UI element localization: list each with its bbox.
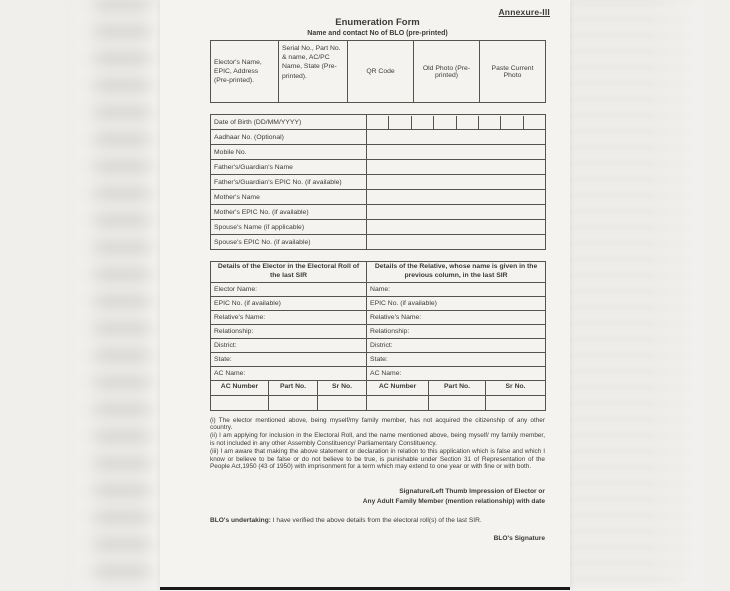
annexure-label: Annexure-III	[498, 7, 550, 17]
subheader-sr-no: Sr No.	[486, 380, 546, 395]
value-part-no	[269, 395, 318, 410]
value-spouse-name	[367, 220, 546, 235]
sir-right-relative: Relative's Name:	[367, 310, 546, 324]
table-row	[211, 338, 546, 352]
background-blur-left	[78, 0, 164, 591]
value-mobile	[367, 145, 546, 160]
sir-right-epic: EPIC No. (if available)	[367, 296, 546, 310]
dob-digit-box	[478, 116, 500, 129]
table-row	[211, 235, 546, 250]
value-father-epic	[367, 175, 546, 190]
form-content	[210, 0, 545, 542]
table-row	[211, 190, 546, 205]
blo-undertaking	[210, 517, 545, 524]
label-spouse-epic: Spouse's EPIC No. (if available)	[211, 235, 367, 250]
date-of-birth-boxes	[367, 115, 546, 130]
declaration-item-2: (ii) I am applying for inclusion in the Electoral Roll, and the name mentioned above, being myself/ my family member, is not included in any other Assembly Constituency/ Parliamentary Constituency.	[210, 432, 545, 448]
background-blur-right	[566, 0, 706, 591]
subheader-ac-number: AC Number	[211, 380, 269, 395]
dob-digit-box	[388, 116, 410, 129]
sir-left-relationship: Relationship:	[211, 324, 367, 338]
sir-right-relationship: Relationship:	[367, 324, 546, 338]
sir-right-ac-name: AC Name:	[367, 366, 546, 380]
blo-undertaking-text: I have verified the above details from the electoral roll(s) of the last SIR.	[272, 517, 482, 525]
value-spouse-epic	[367, 235, 546, 250]
elector-signature-block	[210, 487, 545, 507]
personal-details-table	[210, 114, 546, 250]
dob-digit-box	[523, 116, 545, 129]
elector-signature-line1: Signature/Left Thumb Impression of Elector or	[399, 488, 545, 496]
value-ac-number	[211, 395, 269, 410]
blo-undertaking-label: BLO's undertaking:	[210, 517, 271, 525]
dob-digit-box	[411, 116, 433, 129]
sir-left-district: District:	[211, 338, 367, 352]
table-row	[211, 380, 546, 395]
value-ac-number	[367, 395, 429, 410]
sir-left-elector-name: Elector Name:	[211, 282, 367, 296]
cell-paste-current-photo: Paste Current Photo	[480, 41, 546, 103]
table-row	[211, 115, 546, 130]
label-aadhaar: Aadhaar No. (Optional)	[211, 130, 367, 145]
dob-digit-box	[367, 116, 388, 129]
table-row	[211, 310, 546, 324]
table-row	[211, 352, 546, 366]
form-title: Enumeration Form	[335, 17, 420, 28]
subheader-part-no: Part No.	[269, 380, 318, 395]
preprinted-header-table	[210, 40, 546, 103]
table-row	[211, 220, 546, 235]
dob-digit-box	[500, 116, 522, 129]
label-date-of-birth: Date of Birth (DD/MM/YYYY)	[211, 115, 367, 130]
sir-details-table	[210, 261, 546, 411]
label-father-name: Father's/Guardian's Name	[211, 160, 367, 175]
table-row	[211, 175, 546, 190]
page-bottom-edge	[160, 587, 570, 590]
subheader-ac-number: AC Number	[367, 380, 429, 395]
label-father-epic: Father's/Guardian's EPIC No. (if available)	[211, 175, 367, 190]
sir-right-district: District:	[367, 338, 546, 352]
elector-signature-line2: Any Adult Family Member (mention relationship) with date	[362, 498, 545, 506]
cell-serial-no: Serial No., Part No. & name, AC/PC Name, State (Pre-printed).	[279, 41, 348, 103]
dob-digit-box	[433, 116, 455, 129]
blo-subtitle: Name and contact No of BLO (pre-printed)	[307, 30, 448, 37]
label-mother-name: Mother's Name	[211, 190, 367, 205]
sir-right-state: State:	[367, 352, 546, 366]
dob-digit-boxes	[367, 116, 545, 129]
label-spouse-name: Spouse's Name (if applicable)	[211, 220, 367, 235]
value-sr-no	[318, 395, 367, 410]
sir-relative-header: Details of the Relative, whose name is given in the previous column, in the last SIR	[367, 262, 546, 283]
blo-signature-label: BLO's Signature	[493, 535, 545, 543]
enumeration-form-document	[160, 0, 570, 591]
cell-elector-name: Elector's Name, EPIC, Address (Pre-printed).	[211, 41, 279, 103]
value-part-no	[429, 395, 486, 410]
table-row	[211, 282, 546, 296]
sir-left-state: State:	[211, 352, 367, 366]
sir-left-relative: Relative's Name:	[211, 310, 367, 324]
table-row	[211, 160, 546, 175]
declaration-item-3: (iii) I am aware that making the above statement or declaration in relation to this application which is false and which I know or believe to be false or do not believe to be true, is punishable under Section 31 of Representation of the People Act,1950 (43 of 1950) with imprisonment for a term which may extend to one year or with fine or with both.	[210, 447, 545, 471]
table-row	[211, 395, 546, 410]
table-row	[211, 205, 546, 220]
label-mobile: Mobile No.	[211, 145, 367, 160]
table-row	[211, 324, 546, 338]
table-row	[211, 145, 546, 160]
value-aadhaar	[367, 130, 546, 145]
value-mother-name	[367, 190, 546, 205]
sir-left-ac-name: AC Name:	[211, 366, 367, 380]
table-row	[211, 366, 546, 380]
label-mother-epic: Mother's EPIC No. (if available)	[211, 205, 367, 220]
declaration-text	[210, 417, 545, 472]
value-sr-no	[486, 395, 546, 410]
cell-old-photo: Old Photo (Pre-printed)	[414, 41, 480, 103]
declaration-item-1: (i) The elector mentioned above, being myself/my family member, has not acquired the citizenship of any other country.	[210, 416, 545, 432]
table-row	[211, 130, 546, 145]
sir-right-name: Name:	[367, 282, 546, 296]
table-row	[211, 296, 546, 310]
sir-elector-header: Details of the Elector in the Electoral Roll of the last SIR	[211, 262, 367, 283]
cell-qr-code: QR Code	[348, 41, 414, 103]
sir-left-epic: EPIC No. (if available)	[211, 296, 367, 310]
value-father-name	[367, 160, 546, 175]
subheader-part-no: Part No.	[429, 380, 486, 395]
dob-digit-box	[456, 116, 478, 129]
value-mother-epic	[367, 205, 546, 220]
subheader-sr-no: Sr No.	[318, 380, 367, 395]
